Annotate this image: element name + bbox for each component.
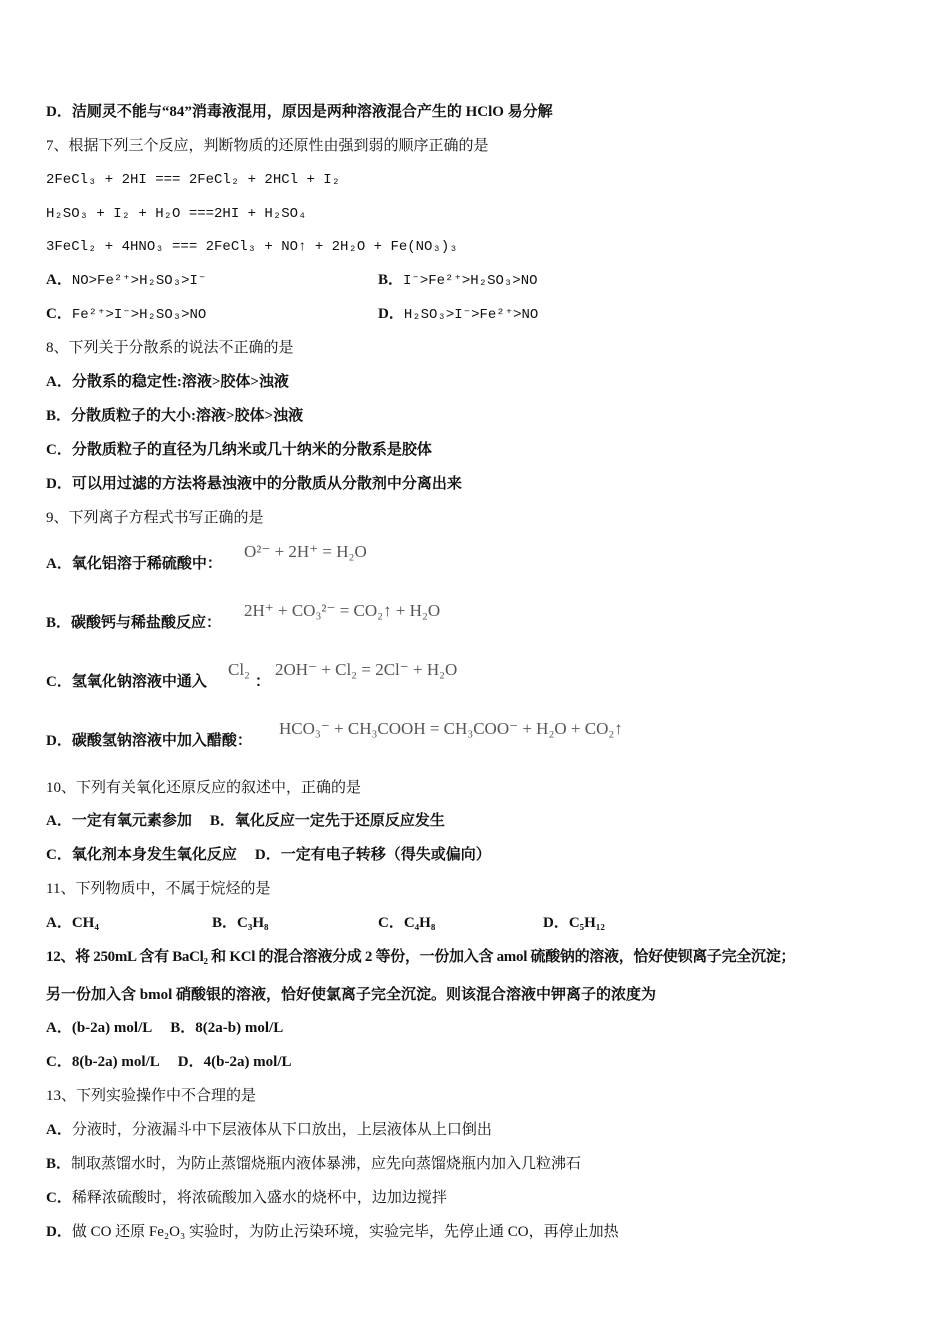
q7-option-a [46,270,206,291]
option-text: 氢氧化钠溶液中通入 [71,674,207,690]
option-text: C₃H₈ [237,915,269,931]
q8-option-a [46,372,289,392]
q9-option-c-colon: ： [255,674,271,690]
option-text: (b-2a) mol/L [71,1020,153,1036]
option-text: CH₄ [71,915,99,931]
q12-stem-line1: 12、将 250mL 含有 BaCl₂ 和 KCl 的混合溶液分成 2 等份，一份加入含 amol 硫酸钠的溶液，恰好使钡离子完全沉淀； [46,949,796,965]
option-label: A． [46,556,72,572]
option-text: 氧化反应一定先于还原反应发生 [234,813,445,829]
option-text: 制取蒸馏水时，为防止蒸馏烧瓶内液体暴沸，应先向蒸馏烧瓶内加入几粒沸石 [71,1156,582,1172]
option-text: 做 CO 还原 Fe₂O₃ 实验时，为防止污染环境，实验完毕，先停止通 CO，再停止加热 [71,1224,619,1240]
q11-option-c [378,913,435,933]
q7-reaction-1: 2FeCl₃ + 2HI === 2FeCl₂ + 2HCl + I₂ [46,172,341,188]
q6-option-d [46,102,553,122]
option-text: C₄H₈ [403,915,436,931]
option-label: C． [46,442,72,458]
option-label: B． [378,272,404,288]
option-label: D． [46,104,72,120]
q10-options-cd [46,845,491,865]
option-label: D． [46,476,72,492]
q8-option-c [46,440,432,460]
option-label: B． [212,915,238,931]
option-label: C． [46,306,72,322]
option-label: C． [46,847,72,863]
q9-option-d [46,731,252,751]
option-text: 氧化铝溶于稀硫酸中： [71,556,222,572]
option-label: C． [46,674,72,690]
option-text: 4(b-2a) mol/L [203,1054,292,1070]
option-label: D． [254,847,281,863]
q12-stem-line2: 另一份加入含 bmol 硝酸银的溶液，恰好使氯离子完全沉淀。则该混合溶液中钾离子的浓度为 [46,987,657,1003]
q11-option-d [543,913,605,933]
q9-stem: 9、下列离子方程式书写正确的是 [46,510,264,526]
option-text: 氧化剂本身发生氧化反应 [71,847,237,863]
option-label: C． [46,1190,72,1206]
q13-option-c [46,1188,447,1208]
q9-option-b [46,613,221,633]
option-label: B． [209,813,235,829]
option-label: A． [46,1020,72,1036]
q10-stem: 10、下列有关氧化还原反应的叙述中，正确的是 [46,780,362,796]
option-text: 碳酸氢钠溶液中加入醋酸： [71,733,252,749]
option-text: I⁻>Fe²⁺>H₂SO₃>NO [403,273,538,289]
option-label: A． [46,915,72,931]
q9-option-a [46,554,222,574]
q12-options-cd [46,1052,292,1072]
option-text: 稀释浓硫酸时，将浓硫酸加入盛水的烧杯中，边加边搅拌 [71,1190,447,1206]
q9-option-a-equation: O²⁻ + 2H⁺ = H₂O [244,542,367,561]
option-label: B． [46,615,72,631]
q7-stem: 7、根据下列三个反应，判断物质的还原性由强到弱的顺序正确的是 [46,138,489,154]
q9-option-c [46,672,207,692]
option-text: 碳酸钙与稀盐酸反应： [71,615,222,631]
q13-stem: 13、下列实验操作中不合理的是 [46,1088,257,1104]
q13-option-b [46,1154,581,1174]
option-text: 分散质粒子的大小:溶液>胶体>浊液 [71,408,304,424]
q7-option-d [378,304,538,325]
option-text: NO>Fe²⁺>H₂SO₃>I⁻ [71,273,207,289]
q7-reaction-3: 3FeCl₂ + 4HNO₃ === 2FeCl₃ + NO↑ + 2H₂O + Fe(NO₃)₃ [46,239,458,255]
option-label: D． [46,733,72,749]
option-label: C． [46,1054,72,1070]
option-text: 一定有氧元素参加 [71,813,192,829]
option-text: 一定有电子转移（得失或偏向） [280,847,491,863]
option-text: 8(2a-b) mol/L [195,1020,284,1036]
q7-option-c [46,304,206,325]
q8-stem: 8、下列关于分散系的说法不正确的是 [46,340,294,356]
q10-options-ab [46,811,445,831]
option-label: A． [46,272,72,288]
q8-option-b [46,406,303,426]
option-text: 分散质粒子的直径为几纳米或几十纳米的分散系是胶体 [71,442,432,458]
q7-option-b [378,270,538,291]
option-label: A． [46,1122,72,1138]
option-text: 可以用过滤的方法将悬浊液中的分散质从分散剂中分离出来 [71,476,462,492]
option-text: 分散系的稳定性:溶液>胶体>浊液 [71,374,289,390]
q13-option-a [46,1120,492,1140]
option-label: B． [170,1020,196,1036]
option-text: 洁厕灵不能与“84”消毒液混用，原因是两种溶液混合产生的 HClO 易分解 [71,104,553,120]
option-label: D． [177,1054,204,1070]
option-text: 分液时，分液漏斗中下层液体从下口放出，上层液体从上口倒出 [71,1122,492,1138]
q9-option-c-cl2: Cl₂ [228,660,250,679]
option-text: Fe²⁺>I⁻>H₂SO₃>NO [71,307,207,323]
option-label: B． [46,1156,72,1172]
option-label: C． [378,915,404,931]
q8-option-d [46,474,462,494]
q11-option-b [212,913,269,933]
q11-stem: 11、下列物质中，不属于烷烃的是 [46,881,271,897]
option-label: D． [378,306,404,322]
option-text: C₅H₁₂ [568,915,605,931]
q9-option-d-equation: HCO₃⁻ + CH₃COOH = CH₃COO⁻ + H₂O + CO₂↑ [279,719,623,738]
option-label: A． [46,374,72,390]
q11-option-a [46,913,99,933]
option-text: H₂SO₃>I⁻>Fe²⁺>NO [403,307,539,323]
option-label: B． [46,408,72,424]
option-text: 8(b-2a) mol/L [71,1054,160,1070]
q13-option-d [46,1222,619,1242]
q12-options-ab [46,1018,283,1038]
option-label: D． [543,915,569,931]
q7-reaction-2: H₂SO₃ + I₂ + H₂O ===2HI + H₂SO₄ [46,206,307,222]
option-label: A． [46,813,72,829]
q9-option-c-equation: 2OH⁻ + Cl₂ = 2Cl⁻ + H₂O [275,660,458,679]
q9-option-b-equation: 2H⁺ + CO₃²⁻ = CO₂↑ + H₂O [244,601,441,620]
option-label: D． [46,1224,72,1240]
